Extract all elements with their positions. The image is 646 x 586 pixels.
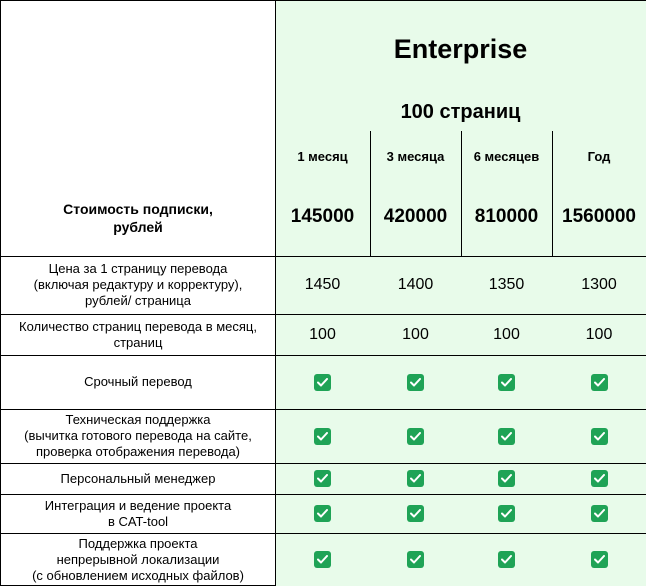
column-divider (461, 131, 462, 256)
check-box-icon (498, 505, 515, 522)
check-box-icon (407, 470, 424, 487)
row-label: Интеграция и ведение проекта в CAT-tool (44, 497, 232, 529)
check-box-icon (314, 505, 331, 522)
row-value (275, 409, 370, 463)
check-box-icon (407, 374, 424, 391)
subscription-price: 420000 (383, 206, 448, 227)
subscription-price: 145000 (290, 206, 355, 227)
plan-title: Enterprise (393, 33, 528, 64)
period-header: 1 месяц (297, 148, 348, 164)
row-value: 100 (493, 325, 520, 343)
check-box-icon (591, 551, 608, 568)
period-header: Год (587, 148, 611, 164)
row-value: 100 (585, 325, 613, 343)
row-value: 1400 (397, 276, 434, 293)
row-label: Техническая поддержка (вычитка готового перевода на сайте, проверка отображения перевода) (24, 412, 252, 459)
check-box-icon (591, 505, 608, 522)
row-value (461, 409, 552, 463)
row-value: 1350 (488, 276, 525, 293)
subscription-price: 1560000 (562, 206, 636, 227)
check-box-icon (407, 505, 424, 522)
row-value (461, 355, 552, 409)
check-box-icon (591, 428, 608, 445)
row-value (275, 533, 370, 586)
check-box-icon (407, 551, 424, 568)
row-value (552, 355, 646, 409)
check-box-icon (498, 551, 515, 568)
row-value: 1450 (304, 276, 341, 293)
check-box-icon (591, 374, 608, 391)
row-value (552, 533, 646, 586)
row-value: 100 (402, 325, 429, 343)
plan-subtitle: 100 страниц (400, 100, 521, 123)
check-box-icon (314, 428, 331, 445)
row-label: Цена за 1 страницу перевода (включая редактуру и корректуру), рублей/ страница (33, 261, 243, 308)
row-label: Количество страниц перевода в месяц, страниц (19, 318, 257, 350)
check-box-icon (498, 428, 515, 445)
check-box-icon (591, 470, 608, 487)
subscription-label: Стоимость подписки, рублей (63, 201, 213, 235)
period-header: 6 месяцев (473, 148, 540, 164)
check-box-icon (407, 428, 424, 445)
check-box-icon (314, 374, 331, 391)
row-value (275, 355, 370, 409)
row-value: 1300 (581, 276, 617, 293)
column-divider (370, 131, 371, 256)
column-divider (552, 131, 553, 256)
row-value (370, 494, 461, 533)
row-value (275, 494, 370, 533)
row-label: Персональный менеджер (60, 470, 216, 486)
check-box-icon (498, 374, 515, 391)
row-value (552, 409, 646, 463)
row-value: 100 (309, 325, 336, 343)
row-value (461, 463, 552, 494)
row-label: Срочный перевод (84, 374, 192, 389)
row-value (275, 463, 370, 494)
check-box-icon (314, 470, 331, 487)
row-label: Поддержка проекта непрерывной локализации (с обновлением исходных файлов) (32, 535, 244, 583)
row-value (370, 533, 461, 586)
subscription-price: 810000 (474, 206, 539, 227)
row-value (552, 494, 646, 533)
check-box-icon (314, 551, 331, 568)
period-header: 3 месяца (386, 148, 445, 164)
check-box-icon (498, 470, 515, 487)
row-value (370, 409, 461, 463)
row-value (370, 355, 461, 409)
row-value (370, 463, 461, 494)
row-value (552, 463, 646, 494)
row-value (461, 533, 552, 586)
row-value (461, 494, 552, 533)
